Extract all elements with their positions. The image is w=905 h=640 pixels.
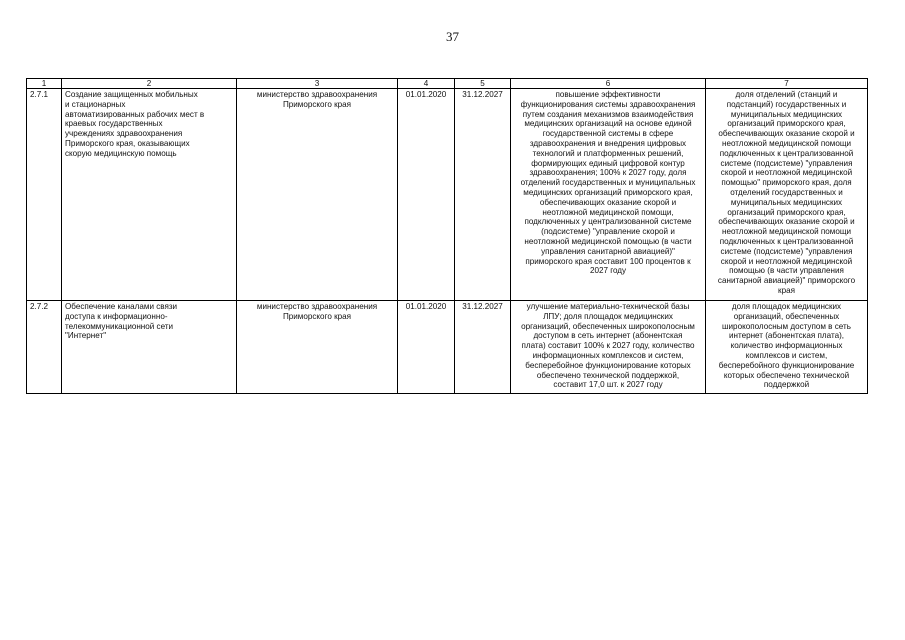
start-date: 01.01.2020 — [398, 89, 455, 301]
row-number: 2.7.2 — [27, 301, 62, 394]
text-line: подстанций) государственных и — [726, 99, 847, 109]
text-line: обеспечивающих оказание скорой и — [718, 129, 855, 139]
target-indicator — [706, 301, 868, 394]
text-line: неотложной медицинской помощи, — [542, 207, 674, 217]
start-date: 01.01.2020 — [398, 301, 455, 394]
text-line: подключенных у централизованной системе — [524, 217, 692, 227]
text-line: повышение эффективности — [555, 90, 661, 99]
text-line: скорой и неотложной медицинской — [720, 256, 853, 266]
text-line: организаций приморского края, — [727, 119, 846, 129]
text-line: учреждениях здравоохранения — [65, 129, 183, 139]
text-line: доля площадок медицинских — [731, 302, 842, 311]
program-table — [26, 78, 868, 394]
text-line: Приморского края, оказывающих — [65, 138, 190, 148]
text-line: Приморского края — [282, 99, 352, 109]
header-row — [27, 79, 868, 89]
text-line: обеспечивающих оказание скорой и — [718, 217, 855, 227]
text-line: системе (подсистеме) "управления — [720, 246, 853, 256]
text-line: здравоохранения; 100% к 2027 году, доля — [529, 168, 687, 178]
text-line: краевых государственных — [65, 119, 163, 129]
text-line: Приморского края — [282, 311, 352, 321]
text-line: обеспечено технической поддержкой, — [536, 370, 680, 380]
text-line: организаций приморского края, — [727, 207, 846, 217]
text-line: министерство здравоохранения — [256, 90, 378, 99]
text-line: подключенных к централизованной — [719, 236, 854, 246]
text-line: телекоммуникационной сети — [65, 321, 174, 331]
table-row — [27, 301, 868, 394]
end-date: 31.12.2027 — [455, 89, 511, 301]
header-cell: 7 — [706, 79, 868, 89]
header-cell: 2 — [62, 79, 237, 89]
text-line: государственной системы в сфере — [542, 129, 674, 139]
text-line: организаций, обеспеченных широкополосным — [521, 321, 695, 331]
text-line: бесперебойного функционирование — [718, 360, 855, 370]
text-line: медицинских организаций приморского края, — [523, 187, 693, 197]
text-line: 2027 году — [589, 266, 627, 276]
text-line: помощью (в части управления — [729, 266, 844, 276]
text-line: составит 17,0 шт. к 2027 году — [553, 380, 663, 390]
executor — [237, 89, 398, 301]
text-line: санитарной авиацией)" приморского — [717, 276, 856, 286]
text-line: муниципальных медицинских — [730, 109, 843, 119]
text-line: помощью" приморского края, доля — [721, 178, 852, 188]
target-indicator — [706, 89, 868, 301]
end-date: 31.12.2027 — [455, 301, 511, 394]
header-cell: 6 — [511, 79, 706, 89]
text-line: управления санитарной авиацией)" — [541, 246, 675, 256]
text-line: скорую медицинскую помощь — [65, 148, 177, 158]
text-line: формирующих единый цифровой контур — [531, 158, 685, 168]
text-line: доступом в сеть интернет (абонентская — [533, 331, 683, 341]
text-line: отделений государственных и — [730, 187, 843, 197]
text-line: доля отделений (станций и — [735, 90, 838, 99]
text-line: технологий и платформенных решений, — [532, 148, 684, 158]
header-cell: 5 — [455, 79, 511, 89]
text-line: здравоохранения и внедрения цифровых — [529, 138, 687, 148]
measure-name — [62, 301, 237, 394]
text-line: широкополосным доступом в сеть — [722, 321, 851, 331]
text-line: муниципальных медицинских — [730, 197, 843, 207]
text-line: медицинских организаций на основе единой — [524, 119, 692, 129]
text-line: информационных комплексов и систем, — [532, 350, 684, 360]
text-line: путем создания механизмов взаимодействия — [522, 109, 694, 119]
text-line: плата) составит 100% к 2027 году, количество — [521, 341, 695, 351]
table-row — [27, 89, 868, 301]
text-line: неотложной медицинской помощи — [721, 227, 852, 237]
text-line: улучшение материально-технической базы — [526, 302, 690, 311]
row-number: 2.7.1 — [27, 89, 62, 301]
text-line: обеспечивающих оказание скорой и — [539, 197, 677, 207]
text-line: ЛПУ; доля площадок медицинских — [543, 311, 673, 321]
header-cell: 4 — [398, 79, 455, 89]
page-number: 37 — [446, 29, 459, 44]
text-line: (подсистеме) "управление скорой и — [541, 227, 675, 237]
text-line: функционирования системы здравоохранения — [520, 99, 696, 109]
text-line: Обеспечение каналами связи — [65, 302, 178, 311]
text-line: количество информационных — [730, 341, 843, 351]
text-line: приморского края составит 100 процентов к — [525, 256, 691, 266]
text-line: интернет (абонентская плата), — [728, 331, 845, 341]
text-line: комплексов и систем, — [745, 350, 828, 360]
text-line: системе (подсистеме) "управления — [720, 158, 853, 168]
text-line: организаций, обеспеченных — [733, 311, 840, 321]
text-line: бесперебойное функционирование которых — [525, 360, 691, 370]
text-line: скорой и неотложной медицинской — [720, 168, 853, 178]
text-line: неотложной медицинской помощью (в части — [524, 236, 692, 246]
executor — [237, 301, 398, 394]
expected-result — [511, 301, 706, 394]
text-line: неотложной медицинской помощи — [721, 138, 852, 148]
text-line: подключенных к централизованной — [719, 148, 854, 158]
text-line: доступа к информационно- — [65, 311, 168, 321]
text-line: поддержкой — [763, 380, 810, 390]
text-line: Создание защищенных мобильных — [65, 90, 198, 99]
text-line: и стационарных — [65, 99, 126, 109]
text-line: отделений государственных и муниципальных — [520, 178, 696, 188]
text-line: которых обеспечено технической — [723, 370, 850, 380]
header-cell: 1 — [27, 79, 62, 89]
text-line: министерство здравоохранения — [256, 302, 378, 311]
expected-result — [511, 89, 706, 301]
header-cell: 3 — [237, 79, 398, 89]
text-line: автоматизированных рабочих мест в — [65, 109, 205, 119]
text-line: края — [778, 285, 795, 295]
text-line: "Интернет" — [65, 331, 107, 341]
measure-name — [62, 89, 237, 301]
